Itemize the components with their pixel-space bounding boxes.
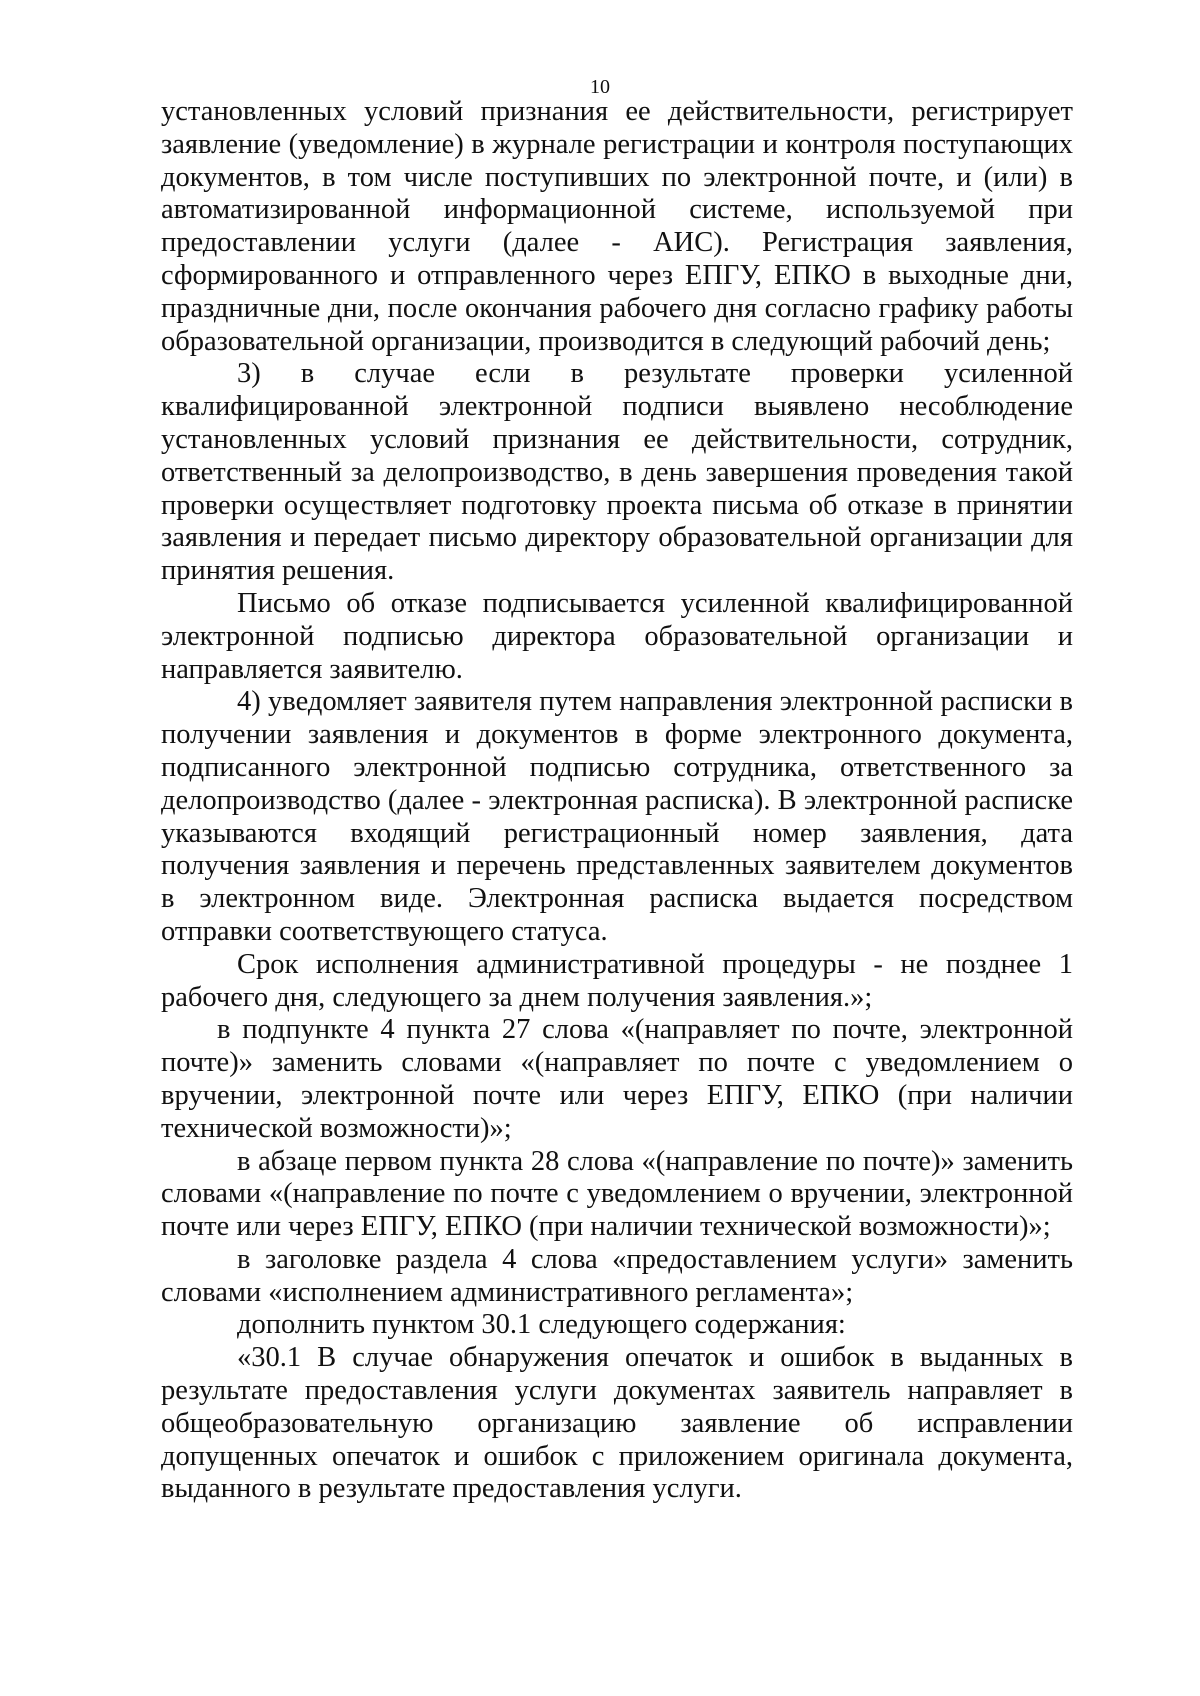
document-body (161, 96, 1073, 1506)
paragraph-30-1: «30.1 В случае обнаружения опечаток и ошибок в выданных в результате предоставления услуги документах заявитель направляет в общеобразовательную организацию заявление об исправлении допущенных опечаток и ошибок с приложением оригинала документа, выданного в результате предоставления услуги. (161, 1342, 1073, 1505)
paragraph-amendment-27: в подпункте 4 пункта 27 слова «(направляет по почте, электронной почте)» заменить словами «(направляет по почте с уведомлением о вручении, электронной почте или через ЕПГУ, ЕПКО (при наличии технической возможности)»; (161, 1014, 1073, 1144)
page-number: 10 (590, 76, 610, 98)
paragraph-amendment-section-4: в заголовке раздела 4 слова «предоставлением услуги» заменить словами «исполнением административного регламента»; (161, 1243, 1073, 1308)
paragraph-item-4: 4) уведомляет заявителя путем направления электронной расписки в получении заявления и документов в форме электронного документа, подписанного электронной подписью сотрудника, ответственного за делопроизводство (далее - электронная расписка). В электронной расписке указываются входящий регистрационный номер заявления, дата получения заявления и перечень представленных заявителем документов в электронном виде. Электронная расписка выдается посредством отправки соответствующего статуса. (161, 686, 1073, 947)
paragraph-amendment-28: в абзаце первом пункта 28 слова «(направление по почте)» заменить словами «(направление по почте с уведомлением о вручении, электронной почте или через ЕПГУ, ЕПКО (при наличии технической возможности)»; (161, 1145, 1073, 1243)
paragraph-deadline: Срок исполнения административной процедуры - не позднее 1 рабочего дня, следующего за днем получения заявления.»; (161, 948, 1073, 1013)
paragraph-item-3: 3) в случае если в результате проверки усиленной квалифицированной электронной подписи выявлено несоблюдение установленных условий признания ее действительности, сотрудник, ответственный за делопроизводство, в день завершения проведения такой проверки осуществляет подготовку проекта письма об отказе в принятии заявления и передает письмо директору образовательной организации для принятия решения. (161, 358, 1073, 587)
paragraph-refusal-letter: Письмо об отказе подписывается усиленной квалифицированной электронной подписью директора образовательной организации и направляется заявителю. (161, 587, 1073, 685)
paragraph-registration: установленных условий признания ее действительности, регистрирует заявление (уведомление) в журнале регистрации и контроля поступающих документов, в том числе поступивших по электронной почте, и (или) в автоматизированной информационной системе, используемой при предоставлении услуги (далее - АИС). Регистрация заявления, сформированного и отправленного через ЕПГУ, ЕПКО в выходные дни, праздничные дни, после окончания рабочего дня согласно графику работы образовательной организации, производится в следующий рабочий день; (161, 96, 1073, 357)
paragraph-add-30-1: дополнить пунктом 30.1 следующего содержания: (237, 1309, 846, 1341)
